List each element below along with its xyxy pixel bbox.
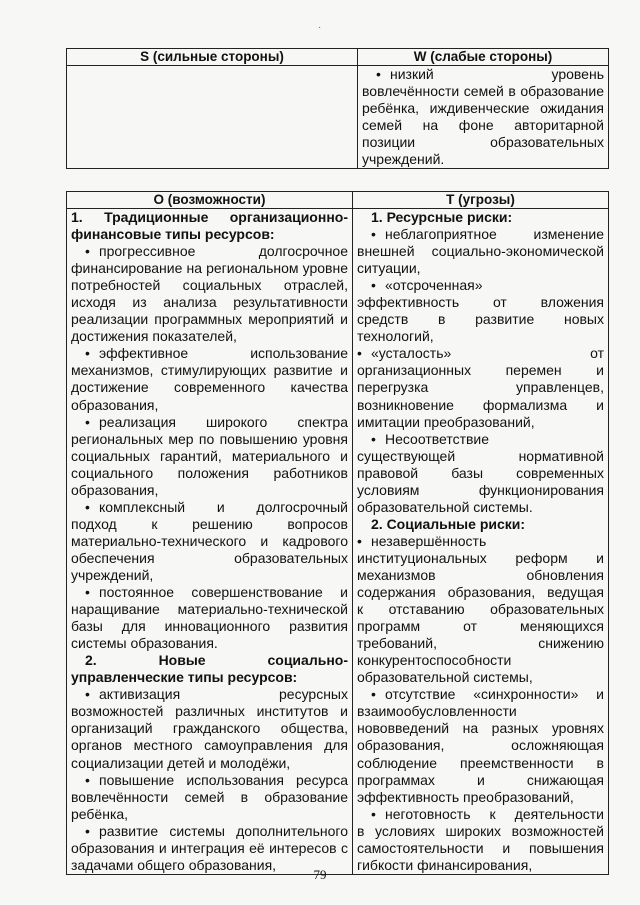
t-line: образования, осложняющая [357, 737, 604, 754]
o-line: органов местного самоуправления для [71, 737, 348, 754]
t-line: перегрузка управленцев, [357, 379, 604, 396]
o-line: обеспечения образовательных [71, 549, 348, 566]
w-line: • низкий уровень [362, 66, 604, 83]
o-line: • постоянное совершенствование и [71, 584, 348, 601]
t-line: организационных перемен и [357, 362, 604, 379]
o-line: потребностей социальных отраслей, [71, 277, 348, 294]
o-line: материально-технического и кадрового [71, 532, 348, 549]
o-line: учреждений, [71, 566, 154, 583]
t-line: • «отсроченная» [357, 277, 604, 294]
t-line: требований, снижению [357, 635, 604, 652]
o-line: • комплексный и долгосрочный [71, 499, 348, 516]
o-line: задачами общего образования, [71, 856, 277, 873]
t-line: • незавершённость [357, 533, 604, 550]
o-line: • повышение использования ресурса [71, 772, 348, 789]
t-line: институциональных реформ и [357, 549, 604, 566]
t-line: нововведений на разных уровнях [357, 720, 604, 737]
sw-table [66, 48, 609, 169]
o-line: подход к решению вопросов [71, 515, 348, 532]
o-line: ребёнка, [71, 805, 129, 822]
t-line: гибкости финансирования, [357, 856, 533, 873]
t-line: условиям функционирования [357, 481, 604, 498]
o-line: 2. Новые социально- [85, 652, 348, 669]
t-line: самостоятельности и повышения [357, 839, 604, 856]
o-line: реализации программных мероприятий и [71, 311, 348, 328]
t-line: • отсутствие «синхронности» и [357, 686, 604, 703]
o-line: • реализация широкого спектра [71, 414, 348, 431]
t-line: механизмов обновления [357, 566, 604, 583]
t-line: программ от меняющихся [357, 618, 604, 635]
t-line: существующей нормативной [357, 447, 604, 464]
t-line: • неблагоприятное изменение [357, 226, 604, 243]
o-header: O (возможности) [67, 192, 353, 209]
w-line: вовлечённости семей в образование [362, 83, 604, 99]
o-line: • эффективное использование [71, 345, 348, 362]
w-line: учреждений. [362, 151, 445, 167]
t-line: • «усталость» от [357, 345, 604, 362]
t-line: технологий, [357, 328, 434, 345]
o-line: вовлечённости семей в образование [71, 788, 348, 805]
t-header: T (угрозы) [353, 192, 609, 209]
w-cell [358, 66, 609, 169]
w-line: позиции образовательных [362, 134, 604, 150]
t-line: образовательной системы, [357, 669, 533, 686]
o-line: управленческие типы ресурсов: [71, 669, 298, 686]
t-line: внешней социально-экономической [357, 243, 604, 260]
o-line: • активизация ресурсных [71, 686, 348, 703]
t-line: 1. Ресурсные риски: [371, 209, 513, 225]
t-line: возникновение формализма и [357, 396, 604, 413]
t-line: • Несоответствие [357, 431, 604, 448]
o-line: наращивание материально-технической [71, 601, 348, 618]
o-line: социального положения работников [71, 464, 348, 481]
t-line: средств в развитие новых [357, 311, 604, 328]
o-line: механизмов, стимулирующих развитие и [71, 362, 348, 379]
t-line: соблюдение преемственности в [357, 754, 604, 771]
o-line: базы для инновационного развития [71, 618, 348, 635]
t-line: эффективность преобразований, [357, 788, 574, 805]
o-line: исходя из анализа результативности [71, 294, 348, 311]
t-line: образовательной системы. [357, 498, 533, 515]
t-line: ситуации, [357, 260, 421, 277]
w-header: W (слабые стороны) [358, 49, 609, 66]
o-line: достижение современного качества [71, 379, 348, 396]
o-line: региональных мер по повышению уровня [71, 430, 348, 447]
s-header: S (сильные стороны) [67, 49, 358, 66]
t-line: конкурентоспособности [357, 652, 512, 669]
page-number: 79 [313, 867, 327, 882]
o-line: • развитие системы дополнительного [71, 823, 348, 840]
o-line: достижения показателей, [71, 328, 237, 345]
t-line: содержания образования, ведущая [357, 584, 604, 601]
o-line: возможностей различных институтов и [71, 703, 348, 720]
o-line: финансовые типы ресурсов: [71, 226, 275, 243]
t-line: эффективность от вложения [357, 294, 604, 311]
t-line: • неготовность к деятельности [357, 806, 604, 823]
o-cell [67, 209, 353, 875]
ot-table [66, 191, 609, 875]
scan-speck: · [318, 22, 322, 33]
o-line: образования, [71, 396, 159, 413]
o-line: образования и интеграция её интересов с [71, 839, 348, 856]
t-line: в условиях широких возможностей [357, 822, 604, 839]
o-line: образования, [71, 481, 159, 498]
t-line: имитации преобразований, [357, 413, 535, 430]
o-line: социализации детей и молодёжи, [71, 754, 291, 771]
o-line: организаций гражданского общества, [71, 720, 348, 737]
t-line: 2. Социальные риски: [371, 515, 526, 532]
t-line: программах и снижающая [357, 771, 604, 788]
o-line: системы образования. [71, 635, 218, 652]
o-line: • прогрессивное долгосрочное [71, 243, 348, 260]
w-line: ребёнка, иждивенческие ожидания [362, 100, 604, 116]
o-line: 1. Традиционные организационно- [71, 209, 348, 225]
s-cell [67, 66, 358, 169]
t-cell [353, 209, 609, 875]
t-line: взаимообусловленности [357, 703, 517, 720]
t-line: к отставанию образовательных [357, 601, 604, 618]
o-line: финансирование на региональном уровне [71, 260, 348, 277]
t-line: правовой базы современных [357, 464, 604, 481]
o-line: социальных гарантий, материального и [71, 447, 348, 464]
w-line: семей на фоне авторитарной [362, 117, 604, 133]
